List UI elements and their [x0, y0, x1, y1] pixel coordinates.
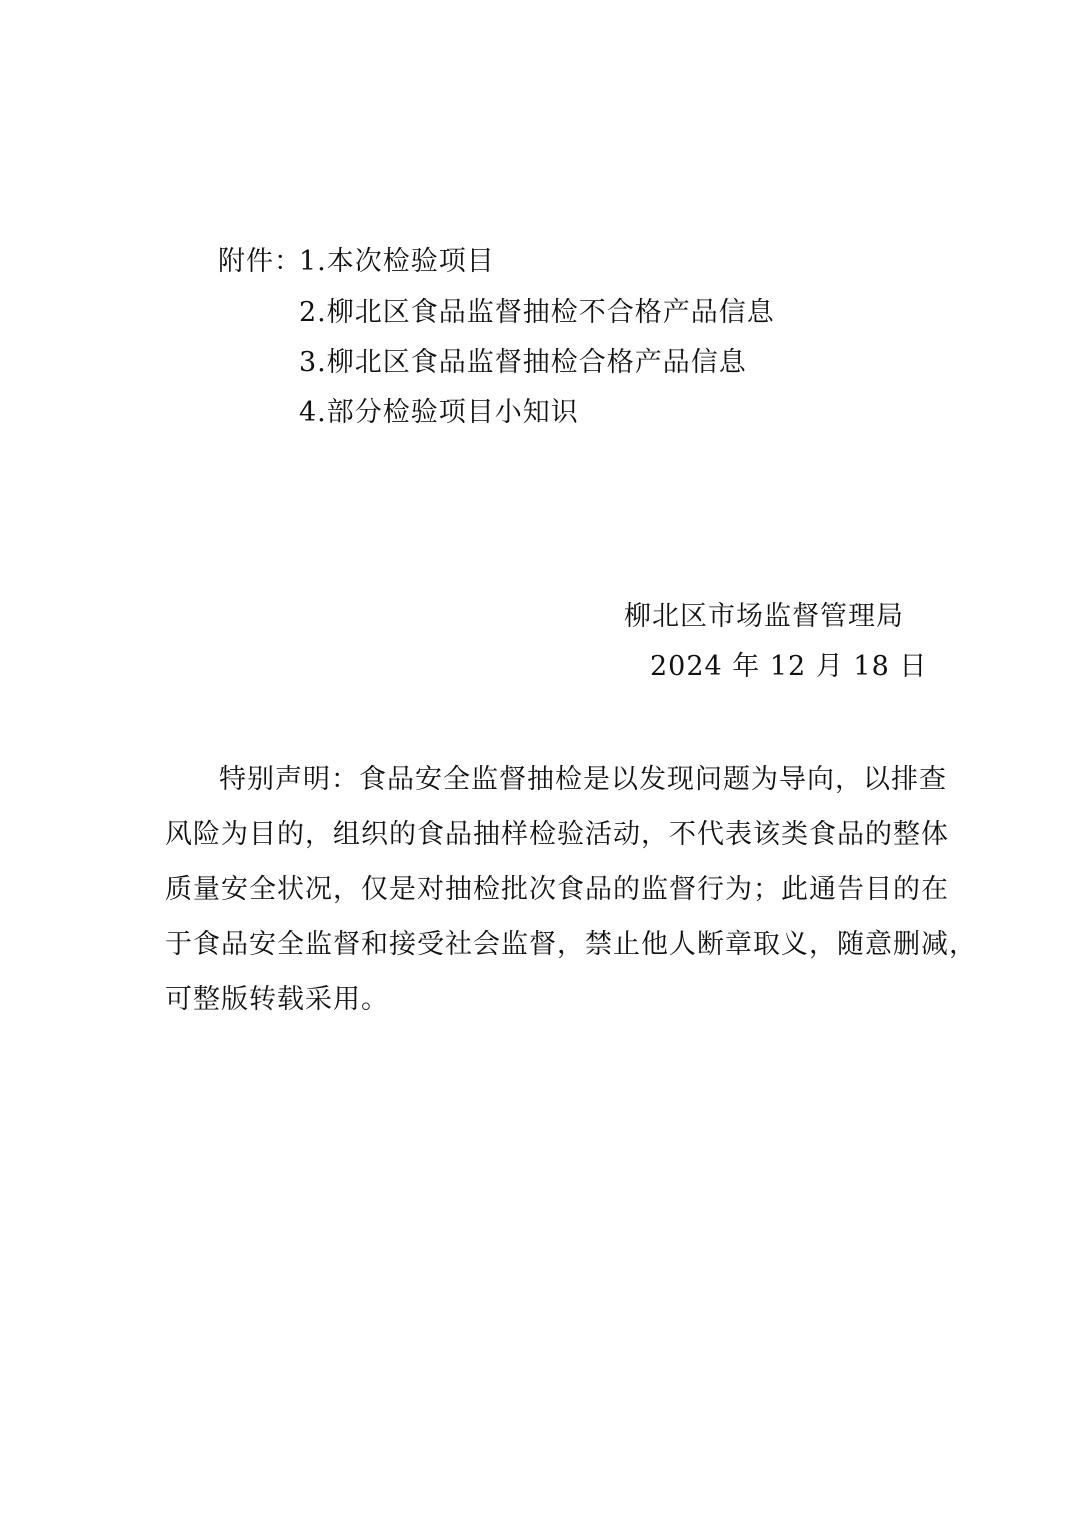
statement-line-1: 特别声明：食品安全监督抽检是以发现问题为导向，以排查 [219, 764, 947, 795]
statement-line-2: 风险为目的，组织的食品抽样检验活动，不代表该类食品的整体 [165, 819, 949, 850]
attachment-item-2: 2.柳北区食品监督抽检不合格产品信息 [299, 297, 775, 328]
statement-line-4: 于食品安全监督和接受社会监督，禁止他人断章取义，随意删减， [165, 929, 977, 960]
attachment-item-1: 1.本次检验项目 [299, 246, 495, 277]
attachment-item-4: 4.部分检验项目小知识 [299, 397, 579, 428]
signature-organization: 柳北区市场监督管理局 [624, 601, 904, 632]
signature-date: 2024 年 12 月 18 日 [650, 651, 928, 682]
statement-line-3: 质量安全状况，仅是对抽检批次食品的监督行为；此通告目的在 [165, 874, 949, 905]
special-statement [165, 752, 977, 1027]
attachment-item-3: 3.柳北区食品监督抽检合格产品信息 [299, 347, 747, 378]
statement-line-5: 可整版转载采用。 [165, 984, 389, 1015]
attachments-label: 附件： [218, 246, 302, 277]
